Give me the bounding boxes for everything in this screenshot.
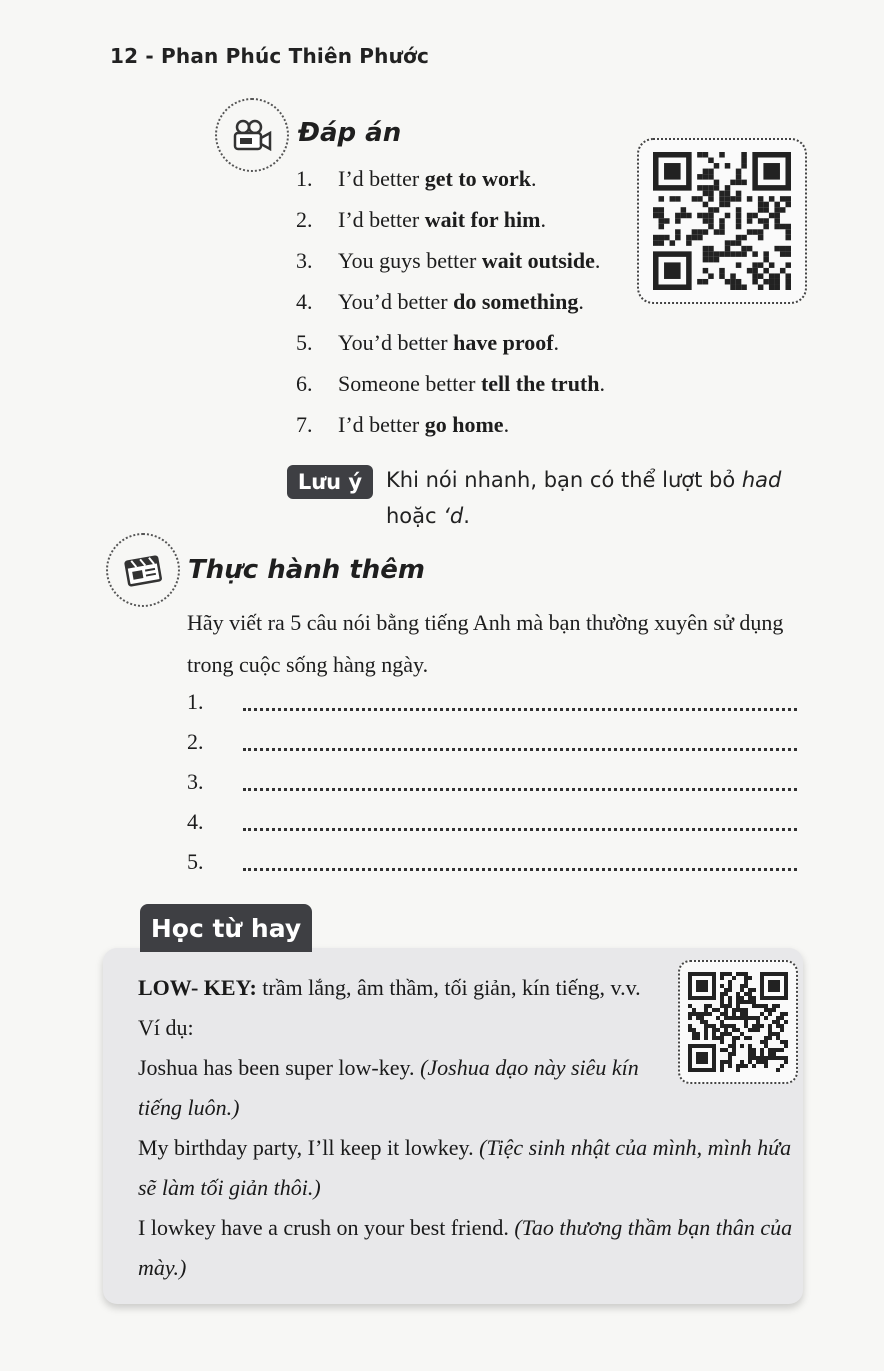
vocab-definition-text: trầm lắng, âm thầm, tối giản, kín tiếng, v.v. — [256, 975, 641, 1000]
note-text-a: Khi nói nhanh, bạn có thể lượt bỏ — [386, 468, 742, 492]
vocab-example — [138, 1208, 798, 1288]
example-english: Joshua has been super low-key. — [138, 1055, 421, 1080]
answer-tail: . — [594, 247, 601, 273]
example-english: I lowkey have a crush on your best friend. — [138, 1215, 515, 1240]
answer-item — [296, 322, 605, 363]
note-text — [386, 462, 806, 534]
answer-item — [296, 240, 605, 281]
practice-line-blank[interactable] — [243, 734, 797, 751]
practice-line-blank[interactable] — [243, 694, 797, 711]
note-em-d: ‘d — [443, 504, 464, 528]
video-camera-badge — [215, 98, 289, 172]
vocab-content — [138, 968, 798, 1288]
practice-line-number: 4. — [187, 809, 204, 834]
qr-code-icon — [653, 152, 791, 290]
answer-tail: . — [503, 411, 510, 437]
practice-line[interactable] — [187, 842, 797, 882]
note-em-had: had — [741, 468, 782, 492]
answer-list — [296, 158, 605, 445]
answer-number: 3. — [296, 247, 313, 273]
answer-plain: I’d better — [338, 411, 420, 437]
practice-intro: Hãy viết ra 5 câu nói bằng tiếng Anh mà bạn thường xuyên sử dụng trong cuộc sống hàng ngày. — [187, 610, 784, 677]
answer-number: 4. — [296, 288, 313, 314]
answer-item — [296, 199, 605, 240]
note-text-c: . — [463, 504, 470, 528]
practice-line[interactable] — [187, 802, 797, 842]
answer-number: 1. — [296, 165, 313, 191]
vocab-example — [138, 1048, 668, 1128]
practice-line[interactable] — [187, 682, 797, 722]
answer-tail: . — [553, 329, 560, 355]
answer-item — [296, 158, 605, 199]
practice-line-blank[interactable] — [243, 774, 797, 791]
note-text-b: hoặc — [386, 504, 444, 528]
answer-plain: You’d better — [338, 288, 448, 314]
page-header: 12 - Phan Phúc Thiên Phước — [110, 44, 430, 68]
answer-item — [296, 363, 605, 404]
vocab-example — [138, 1128, 798, 1208]
answer-bold: tell the truth — [480, 370, 600, 396]
answer-tail: . — [531, 165, 537, 191]
practice-line[interactable] — [187, 762, 797, 802]
vocab-definition — [138, 968, 678, 1008]
answer-bold: wait outside — [481, 247, 595, 273]
answer-bold: get to work — [424, 165, 532, 191]
answer-plain: Someone better — [338, 370, 476, 396]
answer-tail: . — [599, 370, 605, 396]
qr-code-answers[interactable] — [637, 138, 807, 304]
answer-tail: . — [540, 206, 546, 232]
answer-number: 7. — [296, 411, 313, 437]
example-vietnamese: (Joshua dạo này siêu kín tiếng luôn.) — [138, 1055, 639, 1120]
practice-blank-list — [187, 682, 797, 882]
answer-number: 6. — [296, 370, 313, 396]
video-camera-icon — [232, 119, 272, 151]
practice-line-blank[interactable] — [243, 814, 797, 831]
practice-line-number: 5. — [187, 849, 204, 874]
practice-line-blank[interactable] — [243, 854, 797, 871]
answer-bold: have proof — [453, 329, 554, 355]
answer-plain: I’d better — [338, 206, 420, 232]
answer-plain: I’d better — [338, 165, 420, 191]
clapperboard-icon — [123, 553, 163, 587]
example-list — [138, 1048, 798, 1288]
practice-line[interactable] — [187, 722, 797, 762]
practice-title: Thực hành thêm — [188, 555, 426, 585]
answer-number: 2. — [296, 206, 313, 232]
answer-title: Đáp án — [298, 118, 402, 148]
clapperboard-badge — [106, 533, 180, 607]
answer-plain: You guys better — [338, 247, 477, 273]
practice-line-number: 1. — [187, 689, 204, 714]
answer-item — [296, 404, 605, 445]
note-tag: Lưu ý — [287, 465, 373, 499]
answer-bold: wait for him — [424, 206, 541, 232]
practice-line-number: 3. — [187, 769, 204, 794]
practice-line-number: 2. — [187, 729, 204, 754]
answer-bold: do something — [453, 288, 579, 314]
example-label: Ví dụ: — [138, 1015, 194, 1040]
answer-number: 5. — [296, 329, 313, 355]
vocab-tab: Học từ hay — [140, 904, 312, 952]
example-vietnamese: (Tao thương thầm bạn thân của mày.) — [138, 1215, 793, 1280]
answer-plain: You’d better — [338, 329, 448, 355]
answer-tail: . — [578, 288, 584, 314]
vocab-term: LOW- KEY: — [138, 975, 257, 1000]
answer-bold: go home — [424, 411, 504, 437]
answer-item — [296, 281, 605, 322]
example-vietnamese: (Tiệc sinh nhật của mình, mình hứa sẽ làm tối giản thôi.) — [138, 1135, 792, 1200]
example-english: My birthday party, I’ll keep it lowkey. — [138, 1135, 480, 1160]
